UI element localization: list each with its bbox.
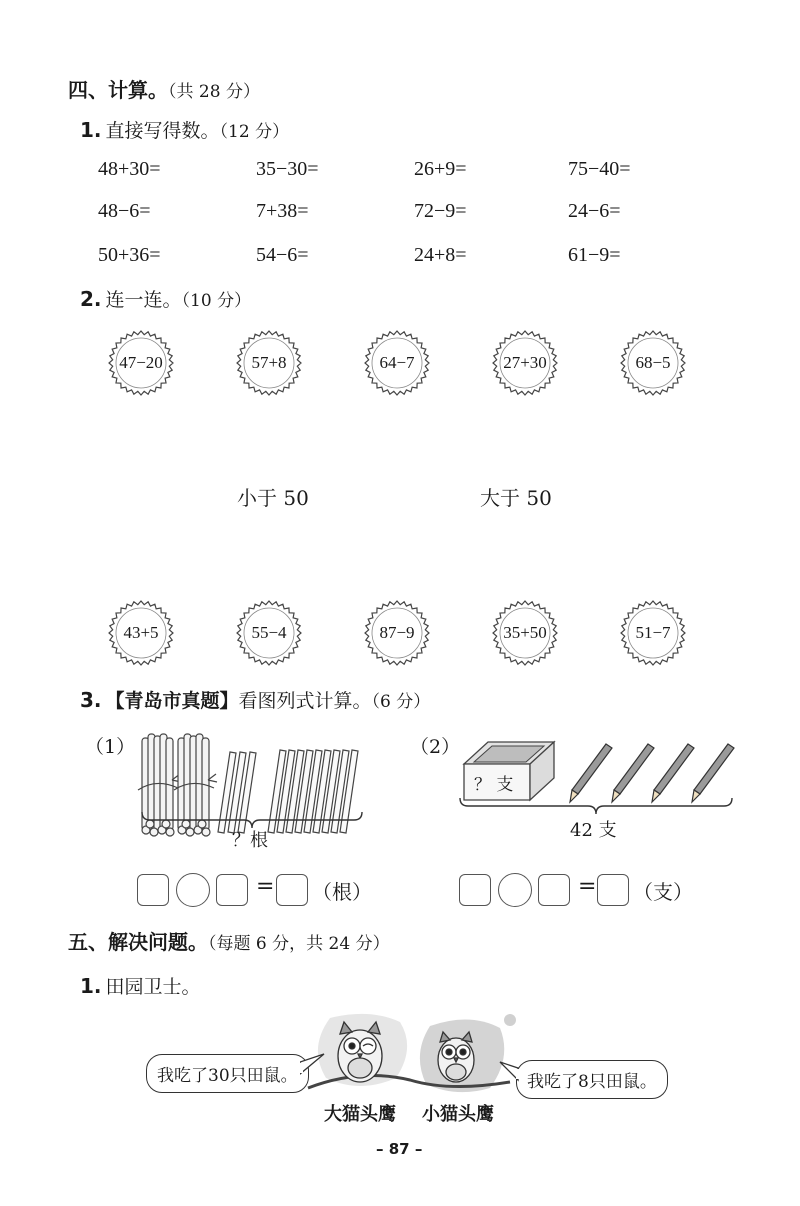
small-owl-icon — [438, 1032, 474, 1082]
top-expression-badge[interactable] — [236, 330, 302, 396]
bottom-expression-badge[interactable] — [364, 600, 430, 666]
bottom-expression-badge[interactable] — [620, 600, 686, 666]
label-big-owl: 大猫头鹰 — [324, 1104, 396, 1125]
answer-box-1a[interactable] — [137, 874, 169, 906]
q2-number: 2. — [80, 287, 102, 311]
arithmetic-item: 35−30= — [256, 158, 319, 180]
pencil-icon-1 — [570, 744, 612, 802]
answer-box-1b[interactable] — [216, 874, 248, 906]
arithmetic-item: 26+9= — [414, 158, 467, 180]
badge-expression: 51−7 — [635, 623, 671, 642]
arithmetic-item: 24+8= — [414, 244, 467, 266]
answer-operator-1[interactable] — [176, 873, 210, 907]
badge-expression: 27+30 — [503, 353, 547, 372]
top-expression-badge[interactable] — [364, 330, 430, 396]
pencil-box-label: ？ 支 — [474, 775, 514, 795]
label-greater-than-50[interactable]: 大于 50 — [480, 486, 552, 510]
q1-title — [80, 116, 289, 143]
arithmetic-item: 61−9= — [568, 244, 621, 266]
answer-operator-2[interactable] — [498, 873, 532, 907]
p1-text: 田园卫士。 — [105, 976, 201, 998]
arithmetic-item: 75−40= — [568, 158, 631, 180]
p1-number: 1. — [80, 974, 102, 998]
top-expression-badge[interactable] — [620, 330, 686, 396]
label-less-than-50[interactable]: 小于 50 — [237, 486, 309, 510]
pencils-illustration — [566, 742, 736, 804]
arithmetic-item: 50+36= — [98, 244, 161, 266]
pencil-icon-3 — [652, 744, 694, 802]
badge-expression: 47−20 — [119, 353, 163, 372]
arithmetic-item: 54−6= — [256, 244, 309, 266]
q1-number: 1. — [80, 118, 102, 142]
q1-text: 直接写得数。 — [105, 120, 220, 142]
arithmetic-item: 24−6= — [568, 200, 621, 222]
unit-1: （根） — [312, 880, 372, 904]
bottom-expression-badge[interactable] — [236, 600, 302, 666]
bubble-tail-right — [498, 1058, 520, 1088]
q3-tag: 【青岛市真题】 — [105, 690, 239, 712]
q2-title — [80, 285, 251, 312]
answer-box-1c[interactable] — [276, 874, 308, 906]
sticks-caption: ？根 — [232, 830, 268, 851]
speech-bubble-big-owl: 我吃了30只田鼠。 — [146, 1054, 309, 1093]
unit-2: （支） — [633, 880, 693, 904]
arithmetic-item: 48+30= — [98, 158, 161, 180]
section-5-heading: 五、解决问题。 — [68, 930, 208, 954]
top-expression-badge[interactable] — [492, 330, 558, 396]
arithmetic-item: 7+38= — [256, 200, 309, 222]
bubble-tail-left — [300, 1052, 330, 1082]
arithmetic-item: 72−9= — [414, 200, 467, 222]
section-4-heading: 四、计算。 — [68, 78, 168, 102]
equals-sign-1: = — [256, 874, 275, 899]
speech-bubble-small-owl: 我吃了8只田鼠。 — [516, 1060, 668, 1099]
q2-text: 连一连。 — [105, 289, 182, 311]
answer-box-2b[interactable] — [538, 874, 570, 906]
pencil-icon-2 — [612, 744, 654, 802]
big-owl-icon — [338, 1022, 382, 1082]
section-5-score: （每题 6 分，共 24 分） — [208, 934, 390, 954]
bottom-expression-badge[interactable] — [492, 600, 558, 666]
q3-part2-label: （2） — [410, 736, 461, 758]
q3-title — [80, 686, 430, 713]
arithmetic-item: 48−6= — [98, 200, 151, 222]
owls-illustration — [300, 1008, 526, 1100]
bottom-expression-badge[interactable] — [108, 600, 174, 666]
q2-score: （10 分） — [181, 291, 252, 311]
section-4-score: （共 28 分） — [168, 82, 260, 102]
q3-part1-label: （1） — [85, 736, 136, 758]
p1-title — [80, 972, 201, 999]
badge-expression: 68−5 — [635, 353, 671, 372]
page-number: – 87 – — [376, 1140, 423, 1158]
badge-expression: 57+8 — [251, 353, 287, 372]
badge-expression: 64−7 — [379, 353, 415, 372]
pencils-brace — [458, 796, 734, 816]
section-5-title — [68, 926, 390, 955]
q1-score: （12 分） — [219, 122, 290, 142]
section-4-title — [68, 74, 260, 103]
pencils-caption: 42 支 — [570, 820, 617, 841]
q3-text: 看图列式计算。 — [238, 690, 372, 712]
answer-box-2a[interactable] — [459, 874, 491, 906]
top-expression-badge[interactable] — [108, 330, 174, 396]
badge-expression: 87−9 — [379, 623, 415, 642]
badge-expression: 43+5 — [123, 623, 159, 642]
q3-number: 3. — [80, 688, 102, 712]
q3-score: （6 分） — [371, 692, 431, 712]
label-small-owl: 小猫头鹰 — [422, 1104, 494, 1125]
equals-sign-2: = — [578, 874, 597, 899]
badge-expression: 55−4 — [251, 623, 287, 642]
pencil-icon-4 — [692, 744, 734, 802]
badge-expression: 35+50 — [503, 623, 547, 642]
answer-box-2c[interactable] — [597, 874, 629, 906]
